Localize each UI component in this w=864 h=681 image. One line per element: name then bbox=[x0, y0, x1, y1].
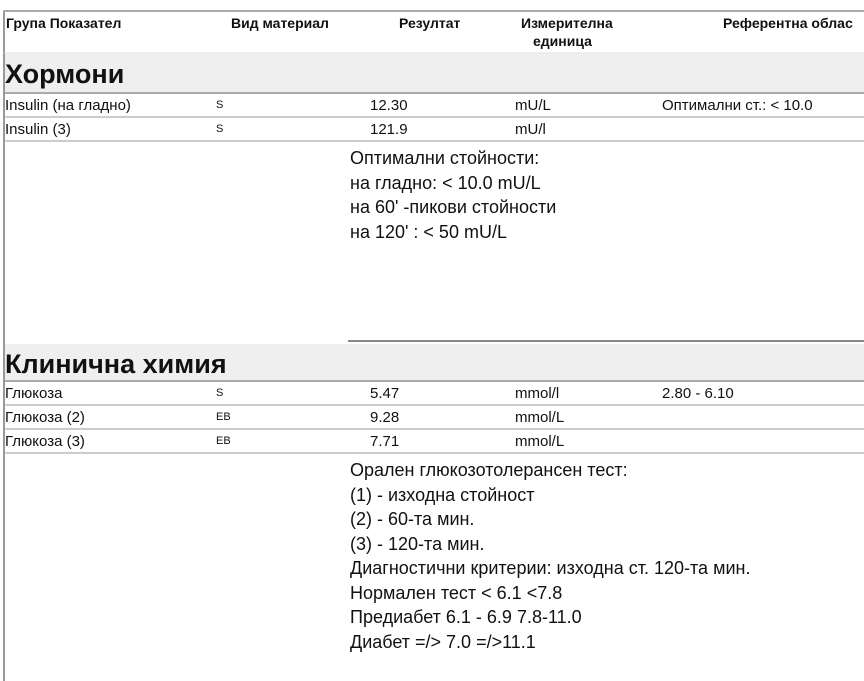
section-chemistry-title: Клинична химия bbox=[5, 344, 864, 382]
cell-reference: 2.80 - 6.10 bbox=[662, 385, 734, 402]
header-unit-1: Измерителна bbox=[521, 15, 613, 31]
note-line: Диабет =/> 7.0 =/>11.1 bbox=[350, 631, 536, 652]
cell-result: 121.9 bbox=[370, 121, 408, 138]
header-unit-2: единица bbox=[533, 33, 592, 49]
cell-name: Insulin (на гладно) bbox=[5, 97, 131, 114]
note-line: (2) - 60-та мин. bbox=[350, 509, 475, 529]
cell-material: S bbox=[216, 123, 224, 135]
note-line: Оптимални стойности: bbox=[350, 148, 540, 168]
note-line: Орален глюкозотолерансен тест: bbox=[350, 460, 628, 480]
table-row bbox=[5, 118, 864, 142]
note-line: на гладно: < 10.0 mU/L bbox=[350, 172, 541, 193]
cell-name: Глюкоза (3) bbox=[5, 433, 85, 450]
cell-unit: mU/L bbox=[515, 97, 551, 114]
cell-material: S bbox=[216, 99, 224, 111]
header-group: Група Показател bbox=[6, 15, 122, 31]
table-row bbox=[5, 94, 864, 118]
header-material: Вид материал bbox=[231, 15, 329, 31]
chemistry-note bbox=[350, 458, 750, 654]
section-hormones-title: Хормони bbox=[5, 52, 864, 94]
cell-unit: mmol/L bbox=[515, 433, 565, 450]
cell-material: EB bbox=[216, 411, 231, 423]
cell-result: 9.28 bbox=[370, 409, 400, 426]
table-header bbox=[3, 10, 864, 54]
cell-unit: mmol/L bbox=[515, 409, 565, 426]
cell-name: Глюкоза (2) bbox=[5, 409, 85, 426]
header-reference: Референтна облас bbox=[723, 15, 853, 31]
note-line: на 120' : < 50 mU/L bbox=[350, 221, 507, 242]
cell-name: Глюкоза bbox=[5, 385, 63, 402]
cell-reference: Оптимални ст.: < 10.0 bbox=[662, 97, 813, 114]
note-line: Диагностични критерии: изходна ст. 120-та мин. bbox=[350, 558, 751, 578]
header-result: Резултат bbox=[399, 15, 461, 31]
cell-result: 12.30 bbox=[370, 97, 408, 114]
hormones-note bbox=[350, 146, 556, 244]
divider bbox=[348, 340, 864, 342]
table-row bbox=[5, 382, 864, 406]
cell-unit: mmol/l bbox=[515, 385, 560, 402]
cell-name: Insulin (3) bbox=[5, 121, 71, 138]
note-line: Нормален тест < 6.1 <7.8 bbox=[350, 582, 563, 603]
cell-unit: mU/l bbox=[515, 121, 546, 138]
cell-material: S bbox=[216, 387, 224, 399]
note-line: (1) - изходна стойност bbox=[350, 484, 535, 505]
note-line: на 60' -пикови стойности bbox=[350, 197, 557, 217]
cell-result: 7.71 bbox=[370, 433, 400, 450]
table-row bbox=[5, 430, 864, 454]
table-row bbox=[5, 406, 864, 430]
cell-result: 5.47 bbox=[370, 385, 400, 402]
note-line: Предиабет 6.1 - 6.9 7.8-11.0 bbox=[350, 607, 582, 627]
note-line: (3) - 120-та мин. bbox=[350, 533, 485, 554]
cell-material: EB bbox=[216, 435, 231, 447]
